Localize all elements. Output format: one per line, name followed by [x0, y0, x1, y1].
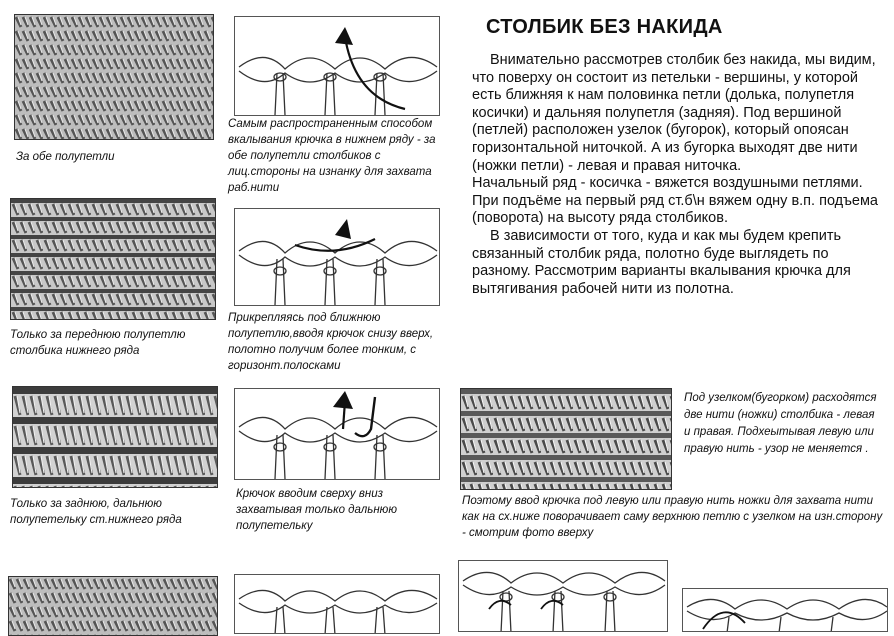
intro-paragraph-3: В зависимости от того, куда и как мы будем крепить связанный столбик ряда, полотно буде выглядеть по разному. Рассмотрим варианты вкалывания крючка для вытягивания рабочей нити из полотна. — [472, 227, 851, 297]
intro-text — [472, 52, 884, 298]
side-note: Под узелком(бугорком) расходятся две нити (ножки) столбика - левая и правая. Подхеытывая левую или правую нить - узор не меняется . — [684, 392, 877, 455]
swatch-back-loop — [12, 386, 218, 488]
swatch-front-loop — [10, 198, 216, 320]
page-title: СТОЛБИК БЕЗ НАКИДА — [486, 16, 723, 38]
swatch-partial — [8, 576, 218, 636]
diagram-caption-2: Прикрепляясь под ближнюю полупетлю,вводя крючок снизу вверх, полотно получим более тонким, с горизонт.полосками — [228, 312, 434, 372]
diagram-caption-1: Самым распространенным способом вкалывания крючка в нижнем ряду - за обе полупетли столбиков с лиц.стороны на изнанку для захвата раб.нити — [228, 118, 436, 194]
swatch-caption-2: Только за переднюю полупетлю столбика нижнего ряда — [10, 329, 186, 357]
intro-paragraph-2: Начальный ряд - косичка - вяжется воздушными петлями. При подъёме на первый ряд ст.б\н вяжем одну в.п. подъема (поворота) на высоту ряда столбиков. — [472, 175, 878, 227]
diagram-both-loops — [234, 16, 440, 116]
diagram-caption-3: Крючок вводим сверху вниз захватывая только дальнюю полупетельку — [236, 488, 397, 532]
swatch-caption-3: Только за заднюю, дальнюю полупетельку ст.нижнего ряда — [10, 498, 182, 526]
diagram-partial-3 — [682, 588, 888, 632]
diagram-back-loop — [234, 388, 440, 480]
swatch-both-loops — [14, 14, 214, 140]
diagram-partial-2 — [458, 560, 668, 632]
diagram-partial-1 — [234, 574, 440, 634]
swatch-caption-1: За обе полупетли — [16, 151, 115, 163]
bottom-note: Поэтому ввод крючка под левую или правую нить ножки для захвата нити как на сх.ниже поворачивает саму верхнюю петлю с узелком на изн.сторону - смотрим фото вверху — [462, 495, 883, 539]
intro-paragraph-1: Внимательно рассмотрев столбик без накида, мы видим, что поверху он состоит из петельки - вершины, у которой есть ближняя к нам половинка петли (долька, полупетля косички) и дальняя полупетля (задняя). Под вершиной (петлей) расположен узелок (бугорок), который опоясан горизонтальной ниточкой. А из бугорка выходят две нити (ножки петли) - левая и правая ниточка. — [472, 52, 876, 174]
swatch-legs — [460, 388, 672, 490]
diagram-front-loop — [234, 208, 440, 306]
